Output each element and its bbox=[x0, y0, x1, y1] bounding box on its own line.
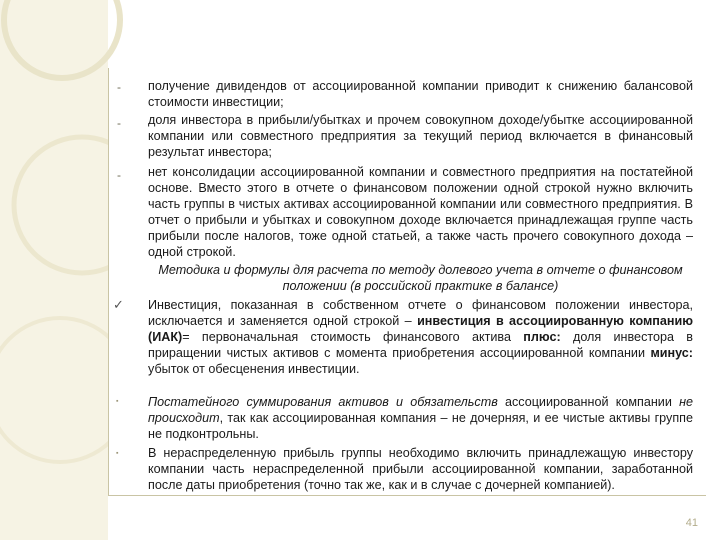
square-bullet-icon: ▪ bbox=[116, 450, 119, 457]
square-bullet-icon: ▪ bbox=[116, 398, 119, 405]
checkmark-icon: ✓ bbox=[113, 297, 124, 312]
bullet-dash: - bbox=[117, 116, 121, 130]
list-item-retained-earnings: В нераспределенную прибыль группы необходимо включить принадлежащую инвестору компании часть нераспределенной прибыли ассоциированной компании, заработанной после даты приобретения (точно так же, как и в случае с дочерней компанией). bbox=[148, 446, 693, 492]
list-item: нет консолидации ассоциированной компании и совместного предприятия на постатейной основе. Вместо этого в отчете о финансовом положении одной строкой нужно включить часть группы в чистых активах ассоциированной компании или совместного предприятия. В отчет о прибыли и убытках и совокупном доходе включается принадлежащая группе часть прибыли после налогов, тоже одной статьей, а также часть прочего совокупного дохода – одной строкой. bbox=[148, 165, 693, 259]
page-number: 41 bbox=[685, 517, 698, 529]
bullet-dash: - bbox=[117, 168, 121, 182]
list-item-no-summation: Постатейного суммирования активов и обязательств ассоциированной компании не происходит, так как ассоциированная компания – не дочерняя, и ее чистые активы группе не подконтрольны. bbox=[148, 395, 693, 441]
bullet-dash: - bbox=[117, 80, 121, 94]
list-item-investment: Инвестиция, показанная в собственном отчете о финансовом положении инвестора, исключается и заменяется одной строкой – инвестиция в ассоциированную компанию (ИАК)= первоначальная стоимость финансового актива плюс: доля инвестора в приращении чистых активов с момента приобретения ассоциированной компании минус: убыток от обесценения инвестиции. bbox=[148, 298, 693, 376]
list-item: получение дивидендов от ассоциированной компании приводит к снижению балансовой стоимости инвестиции; bbox=[148, 79, 693, 109]
list-item: доля инвестора в прибыли/убытках и прочем совокупном доходе/убытке ассоциированной компании или совместного предприятия за текущий период включается в финансовый результат инвестора; bbox=[148, 113, 693, 159]
section-subheading: Методика и формулы для расчета по методу долевого учета в отчете о финансовом положении (в российской практике в балансе) bbox=[158, 263, 683, 293]
